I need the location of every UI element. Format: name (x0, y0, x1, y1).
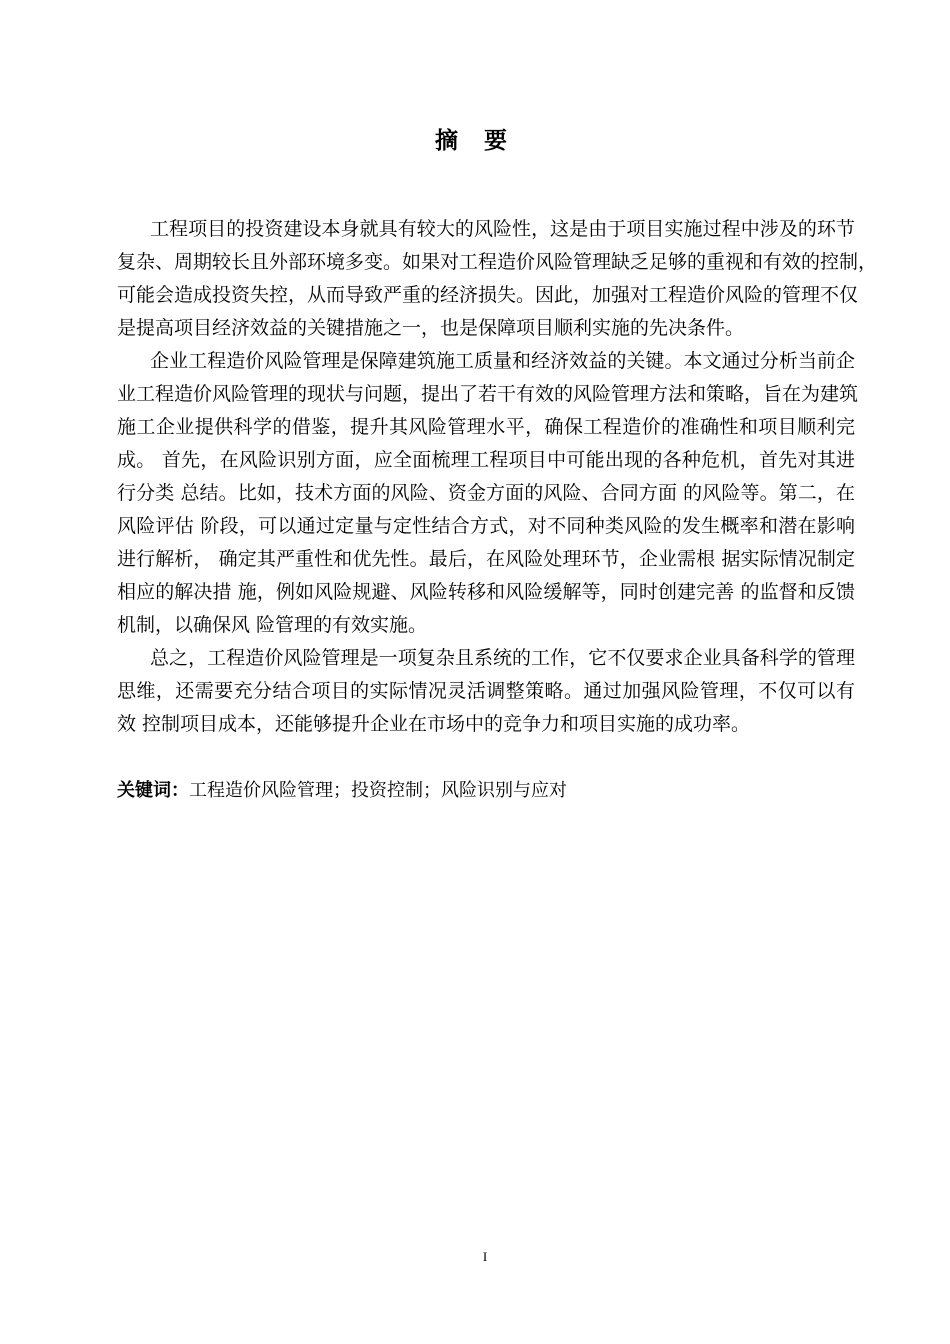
paragraph-line: 思维，还需要充分结合项目的实际情况灵活调整策略。通过加强风险管理，不仅可以有 (117, 680, 855, 702)
paragraph-line: 进行解析， 确定其严重性和优先性。最后，在风险处理环节，企业需根 据实际情况制定 (117, 548, 855, 570)
page-number: I (482, 1249, 488, 1264)
paragraph-line: 总之，工程造价风险管理是一项复杂且系统的工作，它不仅要求企业具备科学的管理 (150, 647, 855, 669)
paragraph-line: 机制，以确保风 险管理的有效实施。 (117, 614, 428, 636)
page-title: 摘要 (435, 128, 533, 154)
paragraph-line: 行分类 总结。比如，技术方面的风险、资金方面的风险、合同方面 的风险等。第二，在 (117, 482, 855, 504)
paragraph-line: 业工程造价风险管理的现状与问题，提出了若干有效的风险管理方法和策略，旨在为建筑 (117, 383, 859, 405)
paragraph-line: 可能会造成投资失控，从而导致严重的经济损失。因此，加强对工程造价风险的管理不仅 (117, 284, 859, 306)
keywords-value: 工程造价风险管理；投资控制；风险识别与应对 (189, 780, 567, 801)
paragraph-line: 效 控制项目成本，还能够提升企业在市场中的竞争力和项目实施的成功率。 (117, 713, 751, 735)
paragraph-line: 是提高项目经济效益的关键措施之一，也是保障项目顺利实施的先决条件。 (117, 317, 745, 339)
keywords-label: 关键词： (117, 780, 189, 801)
paragraph-line: 施工企业提供科学的借鉴，提升其风险管理水平，确保工程造价的准确性和项目顺利完 (117, 416, 855, 438)
paragraph-line: 企业工程造价风险管理是保障建筑施工质量和经济效益的关键。本文通过分析当前企 (150, 350, 855, 372)
paragraph-line: 相应的解决措 施，例如风险规避、风险转移和风险缓解等，同时创建完善 的监督和反馈 (117, 581, 855, 603)
paragraph-line: 风险评估 阶段，可以通过定量与定性结合方式，对不同种类风险的发生概率和潜在影响 (117, 515, 855, 537)
paragraph-line: 复杂、周期较长且外部环境多变。如果对工程造价风险管理缺乏足够的重视和有效的控制， (117, 251, 878, 273)
keywords (117, 774, 567, 807)
paragraph-line: 成。 首先，在风险识别方面，应全面梳理工程项目中可能出现的各种危机，首先对其进 (117, 449, 855, 471)
paragraph-line: 工程项目的投资建设本身就具有较大的风险性，这是由于项目实施过程中涉及的环节 (150, 218, 855, 240)
